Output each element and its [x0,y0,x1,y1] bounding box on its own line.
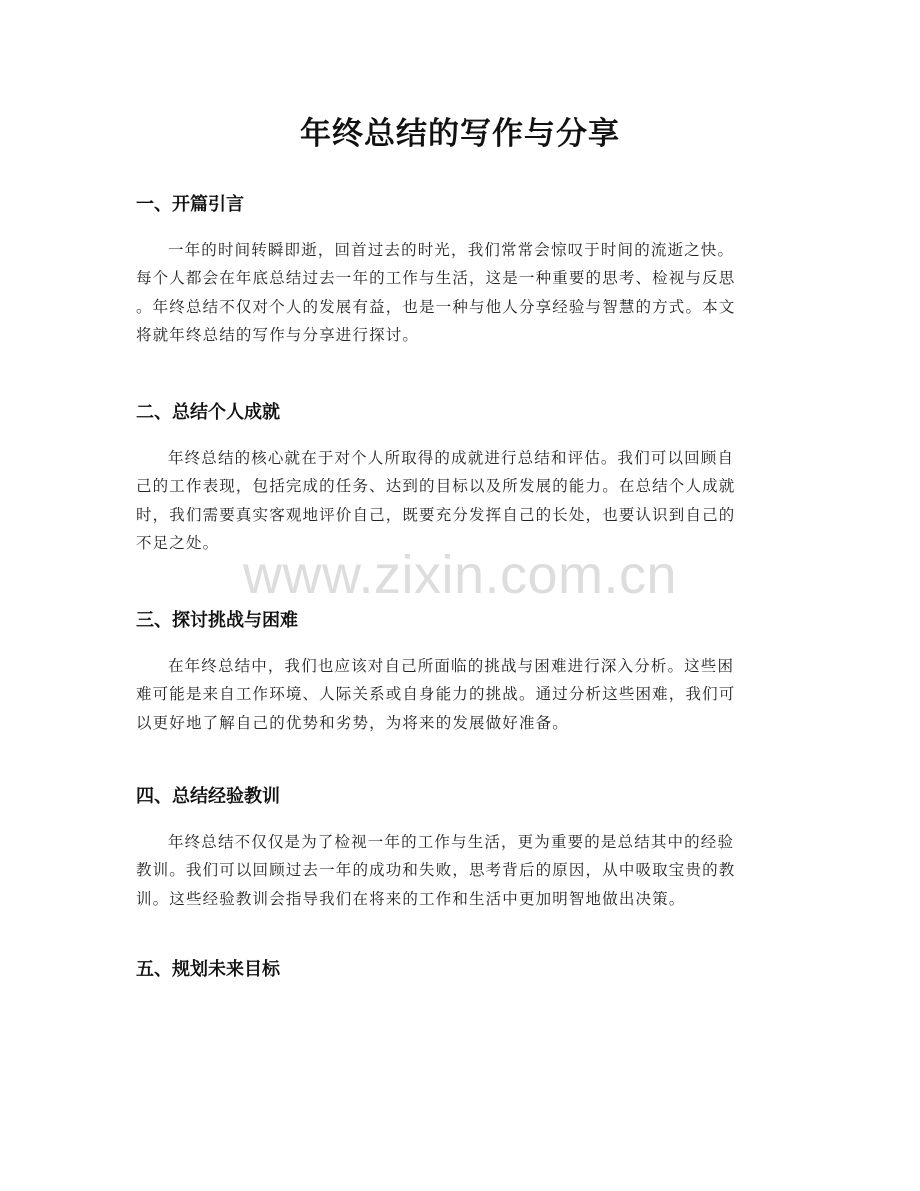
paragraph-line: 在年终总结中，我们也应该对自己所面临的挑战与困难进行深入分析。这些困 [168,657,735,675]
section-heading-2: 二、总结个人成就 [136,402,280,423]
paragraph-line: 年终总结的核心就在于对个人所取得的成就进行总结和评估。我们可以回顾自 [168,449,735,467]
paragraph-line: 将就年终总结的写作与分享进行探讨。 [136,326,420,345]
paragraph-line: 一年的时间转瞬即逝，回首过去的时光，我们常常会惊叹于时间的流逝之快。 [168,241,735,259]
paragraph-line: 时，我们需要真实客观地评价自己，既要充分发挥自己的长处，也要认识到自己的 [136,505,736,524]
section-paragraph-1 [136,236,786,350]
document-title: 年终总结的写作与分享 [300,116,620,152]
section-heading-1: 一、开篇引言 [136,194,244,215]
section-heading-5: 五、规划未来目标 [136,959,280,980]
paragraph-line: 教训。我们可以回顾过去一年的成功和失败，思考背后的原因，从中吸取宝贵的教 [136,861,736,880]
section-paragraph-3 [136,652,786,737]
paragraph-line: 年终总结不仅仅是为了检视一年的工作与生活，更为重要的是总结其中的经验 [168,833,735,851]
section-paragraph-2 [136,444,786,558]
paragraph-line: 难可能是来自工作环境、人际关系或自身能力的挑战。通过分析这些困难，我们可 [136,685,736,704]
paragraph-line: 不足之处。 [136,534,220,553]
section-heading-3: 三、探讨挑战与困难 [136,610,298,631]
paragraph-line: 以更好地了解自己的优势和劣势，为将来的发展做好准备。 [136,713,569,732]
watermark: www.zixin.com.cn [242,545,678,605]
paragraph-line: 训。这些经验教训会指导我们在将来的工作和生活中更加明智地做出决策。 [136,889,686,908]
paragraph-line: 每个人都会在年底总结过去一年的工作与生活，这是一种重要的思考、检视与反思 [136,269,736,288]
section-heading-4: 四、总结经验教训 [136,786,280,807]
paragraph-line: 己的工作表现，包括完成的任务、达到的目标以及所发展的能力。在总结个人成就 [136,477,736,496]
paragraph-line: 。年终总结不仅对个人的发展有益，也是一种与他人分享经验与智慧的方式。本文 [136,297,736,316]
section-paragraph-4 [136,828,786,913]
